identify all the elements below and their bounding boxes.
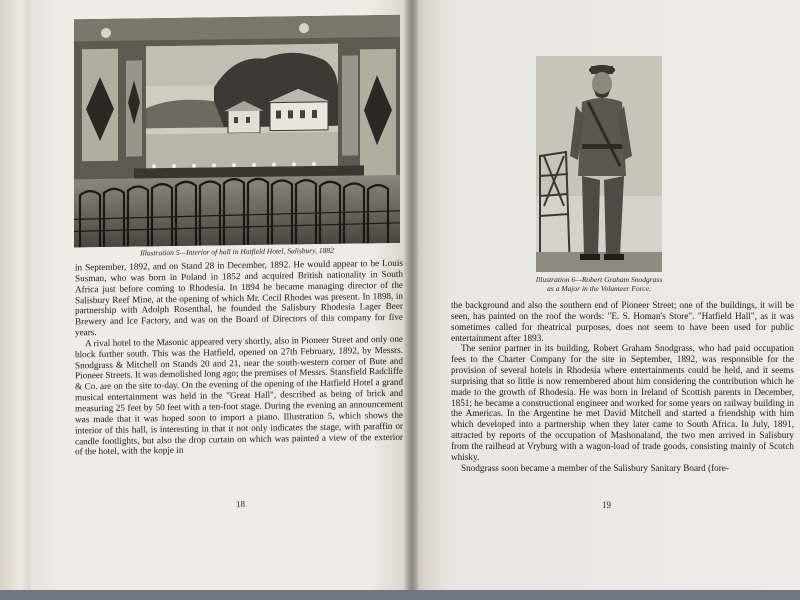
paragraph: the background and also the southern end of Pioneer Street; one of the buildings, it will be seen, has painted on the roof the words: "E. S. Homan's Store". "Hatfield Hall", as it was sometimes called for theatrical purposes, does not seem to have been used for public entertainment after 1893. <box>451 300 794 343</box>
hall-photograph <box>74 15 400 248</box>
portrait-image <box>536 56 662 272</box>
paragraph: A rival hotel to the Masonic appeared very shortly, also in Pioneer Street and only one block further south. This was the Hatfield, opened on 27th February, 1892, by Messrs. Snodgrass & Mitchell on Stands 20 and 21, near the south-western corner of Bute and Pioneer Streets. It was demolished long ago; the premises of Messrs. Stansfield Radcliffe & Co. are on the site to-day. On the evening of the opening of the Hatfield Hotel a grand musical entertainment was held in the "Great Hall", described as being of brick and measuring 25 feet by 50 feet with a ten-foot stage. During the evening an announcement was made that it was hoped soon to import a piano. Illustration 5, which shows the interior of this hall, is interesting in that it not only indicates the stage, with paraffin or candle footlights, but also the drop curtain on which was painted a view of the exterior of the hotel, with the kopje in <box>75 333 403 457</box>
background-surface <box>0 590 800 600</box>
page-number-left: 18 <box>236 498 245 510</box>
illustration-5-caption: Illustration 5—Interior of hall in Hatfield Hotel, Salisbury, 1882 <box>140 245 334 258</box>
page-number-right: 19 <box>602 500 611 510</box>
paragraph: Snodgrass soon became a member of the Salisbury Sanitary Board (fore- <box>461 462 729 473</box>
paragraph: The senior partner in its building, Robert Graham Snodgrass, who had paid occupation fees to the Charter Company for the site in September, 1892, was responsible for the provision of several hotels in Rhodesia where entertainments could be held, and it seems surprising that so little is now remembered about him considering the contribution which he made to the growth of Rhodesia. He was born in Ireland of Scottish parents in December, 1851; he became a constructional engineer and worked for some years on railway building in the Americas. In the Argentine he met David Mitchell and started a friendship with him which developed into a partnership when they later came to South Africa. In July, 1891, attracted by reports of the occupation of Mashonaland, the two men arrived in Salisbury from the railhead at Vryburg with a wagon-load of trade goods, consisting mainly of Scotch whisky. <box>451 343 794 462</box>
paragraph: in September, 1892, and on Stand 28 in December, 1892. He would appear to be Louis Susman, who was born in Poland in 1852 and acquired British nationality in South Africa just before coming to Rhodesia. In 1894 he became managing director of the Salisbury Reef Mine, at the opening of which Mr. Cecil Rhodes was present. In 1898, in partnership with Adolph Rosenthal, he founded the Salisbury Rhodesia Lager Beer Brewery and Ice Factory, and was on the Board of Directors of this company for five years. <box>75 257 403 338</box>
caption-line: Illustration 6—Robert Graham Snodgrass <box>535 275 663 284</box>
left-page <box>30 0 416 600</box>
left-page-body <box>75 258 403 458</box>
right-page-body <box>451 300 794 474</box>
illustration-6-caption <box>516 276 682 293</box>
caption-line: as a Major in the Volunteer Force. <box>547 283 651 293</box>
right-page <box>412 0 800 600</box>
hall-interior-image <box>74 15 400 248</box>
book-gutter <box>404 0 418 600</box>
page-edges <box>0 0 34 600</box>
snodgrass-portrait <box>536 56 662 272</box>
